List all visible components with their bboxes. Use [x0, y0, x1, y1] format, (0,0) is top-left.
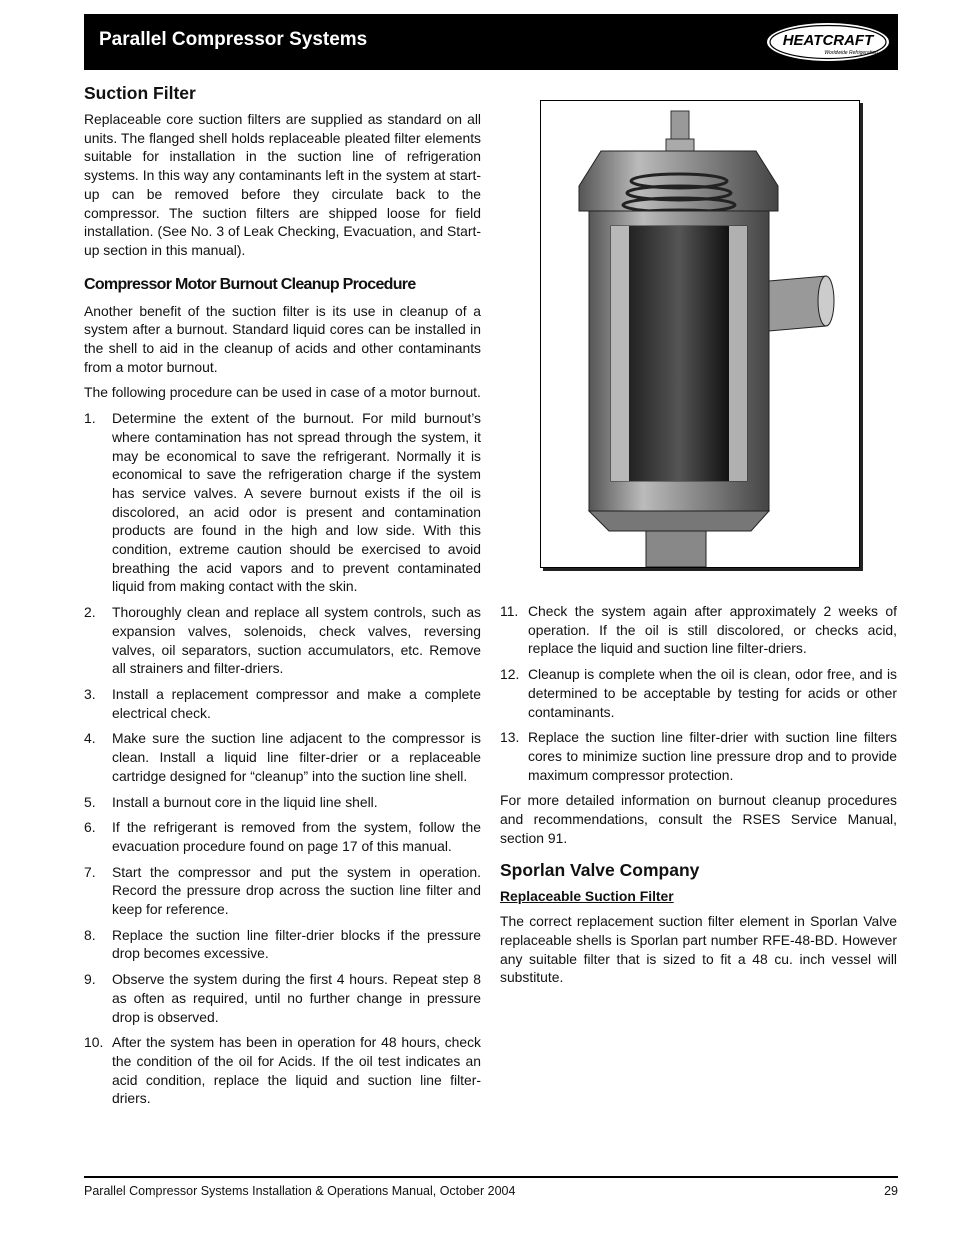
list-item: 13. Replace the suction line filter-drier with suction line filters cores to minimize suction line pressure drop and to provide maximum compressor protection.	[500, 729, 897, 783]
procedure-list-left	[84, 409, 481, 1108]
heatcraft-logo	[765, 21, 891, 63]
page-header	[84, 14, 898, 70]
list-item: 3. Install a replacement compressor and make a complete electrical check.	[84, 685, 481, 721]
burnout-heading: Compressor Motor Burnout Cleanup Procedure	[84, 275, 416, 293]
page-title: Parallel Compressor Systems	[99, 29, 368, 50]
footer-divider	[84, 1176, 898, 1178]
page-number: 29	[884, 1184, 898, 1198]
list-item: 5. Install a burnout core in the liquid line shell.	[84, 793, 378, 810]
list-item: 4. Make sure the suction line adjacent to the compressor is clean. Install a liquid line filter-drier or a replaceable cartridge designed for “cleanup” into the suction line shell.	[84, 730, 481, 784]
burnout-intro-1: Another benefit of the suction filter is its use in cleanup of a system after a burnout. Standard liquid cores can be installed in the shell to aid in the cleanup of acids and other contaminants from a motor burnout.	[84, 302, 481, 375]
list-item: 7. Start the compressor and put the system in operation. Record the pressure drop across the suction line filter and keep for reference.	[84, 863, 481, 918]
sporlan-heading: Sporlan Valve Company	[500, 860, 700, 881]
more-info-text: For more detailed information on burnout cleanup procedures and recommendations, consult the RSES Service Manual, section 91.	[500, 792, 897, 846]
list-item: 11. Check the system again after approximately 2 weeks of operation. If the oil is still discolored, or checks acid, replace the liquid and suction line filter-driers.	[500, 603, 897, 657]
procedure-list-right	[500, 602, 897, 784]
sporlan-body: The correct replacement suction filter element in Sporlan Valve replaceable shells is Sporlan part number RFE-48-BD. However any suitable filter that is sized to fit a 48 cu. inch vessel will substitute.	[500, 913, 897, 986]
footer-text: Parallel Compressor Systems Installation & Operations Manual, October 2004	[84, 1184, 516, 1198]
right-column	[500, 602, 897, 994]
logo-wordmark: HEATCRAFT	[782, 32, 874, 49]
list-item: 10. After the system has been in operation for 48 hours, check the condition of the oil for Acids. If the oil test indicates an acid condition, replace the liquid and suction line filter-driers.	[84, 1034, 481, 1107]
sporlan-subheading: Replaceable Suction Filter	[500, 888, 674, 905]
list-item: 12. Cleanup is complete when the oil is clean, odor free, and is determined to be acceptable by testing for acids or other contaminants.	[500, 666, 897, 720]
list-item: 1. Determine the extent of the burnout. For mild burnout’s where contamination has not spread through the system, it may be economical to save the refrigerant. Normally it is economical to save the refrigeration charge if the system has service valves. A severe burnout exists if the oil is discolored, an acid odor is present and contamination products are found in the high and low side. With this condition, extreme caution should be exercised to avoid breathing the acid vapors and to prevent contaminated liquid from making contact with the skin.	[84, 410, 481, 595]
list-item: 8. Replace the suction line filter-drier blocks if the pressure drop becomes excessive.	[84, 926, 481, 962]
logo-tagline: Worldwide Refrigeration	[824, 50, 878, 56]
suction-filter-body: Replaceable core suction filters are supplied as standard on all units. The flanged shell holds replaceable pleated filter elements suitable for installation in the suction line of refrigeration systems. In this way any contaminants left in the system at start-up can be removed before they circulate back to the compressor. The suction filters are shipped loose for field installation. (See No. 3 of Leak Checking, Evacuation, and Start-up section in this manual).	[84, 111, 481, 258]
suction-filter-photo	[540, 100, 860, 568]
suction-filter-heading: Suction Filter	[84, 83, 196, 103]
list-item: 2. Thoroughly clean and replace all system controls, such as expansion valves, solenoids, check valves, reversing valves, oil separators, suction accumulators, etc. Remove all strainers and filter-driers.	[84, 604, 481, 677]
list-item: 9. Observe the system during the first 4 hours. Repeat step 8 as often as required, until no further change in pressure drop is observed.	[84, 971, 481, 1025]
left-column	[84, 80, 481, 1115]
list-item: 6. If the refrigerant is removed from the system, follow the evacuation procedure found on page 17 of this manual.	[84, 819, 481, 854]
burnout-intro-2: The following procedure can be used in case of a motor burnout.	[84, 384, 481, 401]
